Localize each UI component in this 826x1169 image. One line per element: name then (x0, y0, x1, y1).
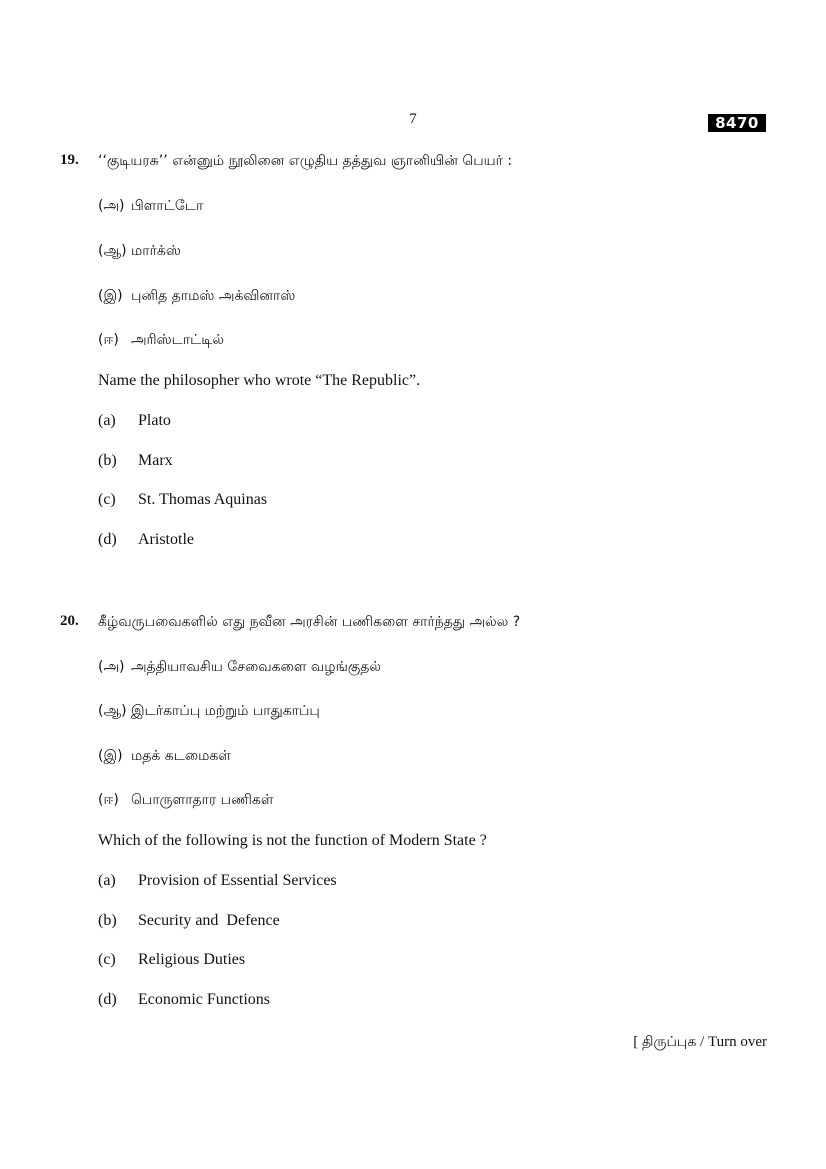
option-label: (ஆ) (98, 243, 127, 259)
page-number: 7 (409, 111, 417, 127)
option-text: இடர்காப்பு மற்றும் பாதுகாப்பு (131, 703, 320, 719)
option-label: (b) (98, 912, 117, 929)
option-text: அத்தியாவசிய சேவைகளை வழங்குதல் (131, 659, 381, 675)
question-text-tamil: கீழ்வருபவைகளில் எது நவீன அரசின் பணிகளை சார்ந்தது அல்ல ? (98, 614, 521, 630)
question-number: 19. (60, 152, 79, 168)
option-english (98, 912, 280, 930)
turn-over-separator: / (700, 1034, 705, 1050)
option-label: (ஆ) (98, 703, 127, 719)
option-text: புனித தாமஸ் அக்வினாஸ் (131, 288, 296, 304)
option-label: (a) (98, 872, 116, 889)
option-tamil (98, 332, 224, 350)
question-text-english: Name the philosopher who wrote “The Republic”. (98, 372, 421, 389)
option-english (98, 491, 267, 509)
question-text-tamil: ‘‘குடியரசு’’ என்னும் நூலினை எழுதிய தத்துவ ஞானியின் பெயர் : (98, 153, 513, 169)
option-text: Religious Duties (138, 951, 246, 968)
option-text: பொருளாதார பணிகள் (131, 792, 274, 808)
option-tamil (98, 243, 181, 261)
option-label: (b) (98, 452, 117, 469)
option-label: (c) (98, 491, 116, 508)
option-text: Security and Defence (138, 912, 280, 929)
option-label: (c) (98, 951, 116, 968)
option-label: (ஈ) (98, 332, 119, 348)
option-label: (அ) (98, 659, 125, 675)
turn-over-tamil: திருப்புக (642, 1034, 697, 1050)
option-label: (d) (98, 991, 117, 1008)
turn-over-english: Turn over (707, 1034, 767, 1050)
option-label: (ஈ) (98, 792, 119, 808)
paper-code-badge: 8470 (708, 114, 766, 132)
option-text: St. Thomas Aquinas (138, 491, 268, 508)
option-label: (இ) (98, 748, 123, 764)
option-english (98, 452, 173, 470)
option-text: Plato (138, 412, 171, 429)
option-text: மதக் கடமைகள் (131, 748, 231, 764)
option-english (98, 872, 337, 890)
option-english (98, 412, 171, 430)
option-text: Provision of Essential Services (138, 872, 337, 889)
option-label: (அ) (98, 198, 125, 214)
option-english (98, 531, 194, 549)
option-tamil (98, 703, 320, 721)
option-text: Economic Functions (138, 991, 270, 1008)
option-english (98, 991, 270, 1009)
option-tamil (98, 659, 381, 677)
option-tamil (98, 792, 274, 810)
option-tamil (98, 748, 231, 766)
turn-over-bracket: [ (633, 1034, 639, 1050)
question-number: 20. (60, 613, 79, 629)
question-text-english: Which of the following is not the function of Modern State ? (98, 832, 487, 849)
option-text: மார்க்ஸ் (131, 243, 181, 259)
option-text: Aristotle (138, 531, 194, 548)
option-label: (a) (98, 412, 116, 429)
option-english (98, 951, 245, 969)
option-text: Marx (138, 452, 173, 469)
option-text: பிளாட்டோ (131, 198, 204, 214)
option-tamil (98, 288, 295, 306)
turn-over-note (633, 1034, 767, 1052)
option-text: அரிஸ்டாட்டில் (131, 332, 225, 348)
option-label: (d) (98, 531, 117, 548)
option-label: (இ) (98, 288, 123, 304)
option-tamil (98, 198, 203, 216)
